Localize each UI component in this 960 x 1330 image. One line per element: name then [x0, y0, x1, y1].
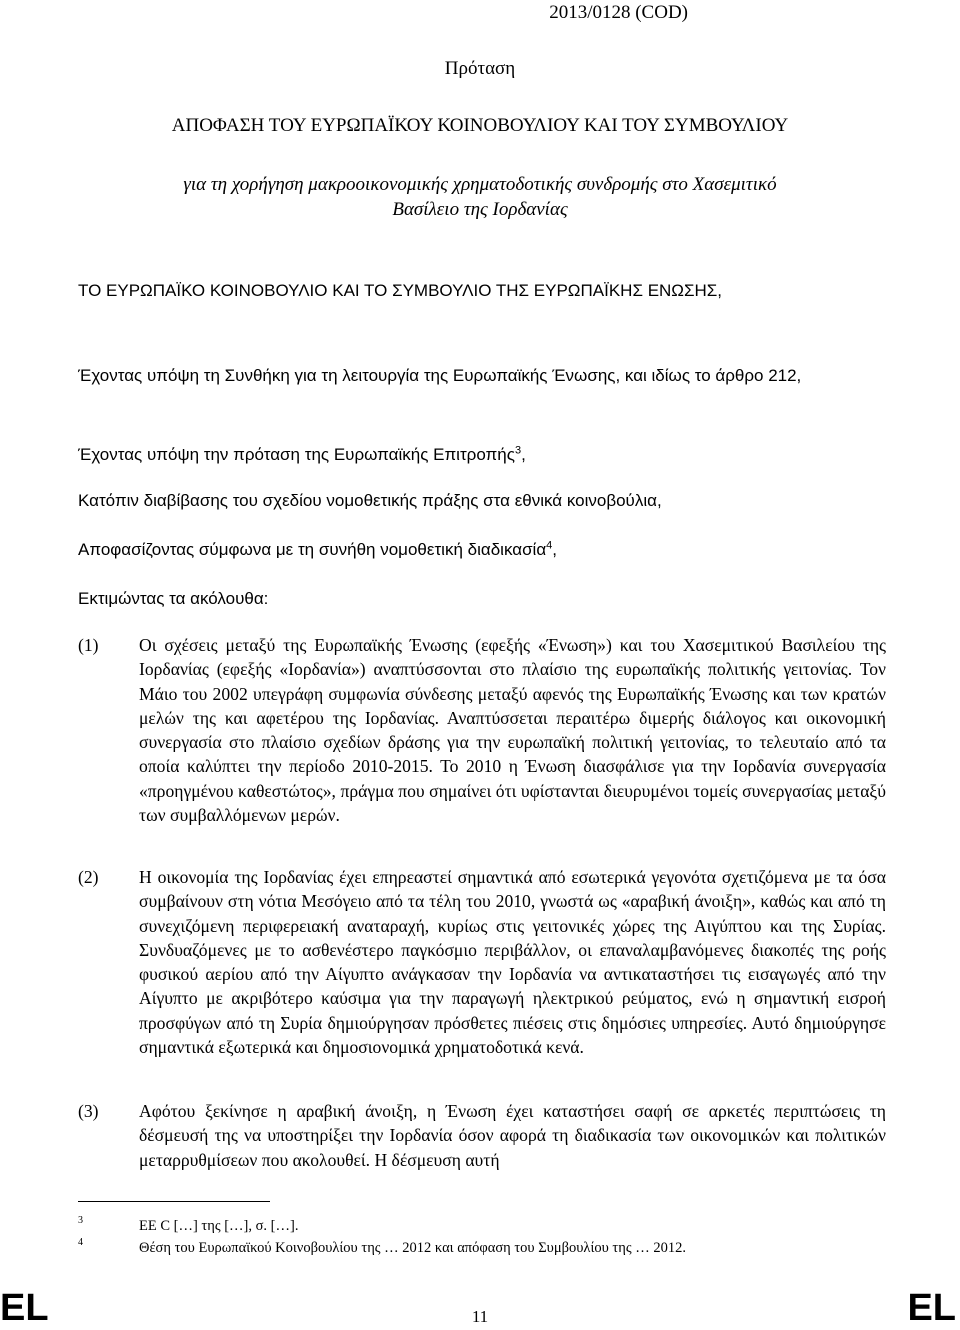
decision-title: ΑΠΟΦΑΣΗ ΤΟΥ ΕΥΡΩΠΑΪΚΟΥ ΚΟΙΝΟΒΟΥΛΙΟΥ ΚΑΙ ΤΟΥ ΣΥΜΒΟΥΛΙΟΥ	[171, 115, 789, 136]
footnote-ref-4[interactable]: 4	[546, 539, 553, 552]
commission-proposal-tail: ,	[521, 445, 526, 464]
recital-2	[78, 865, 886, 1059]
proposal-label: Πρόταση	[444, 58, 516, 79]
footnote-4	[78, 1238, 686, 1258]
recital-text: Η οικονομία της Ιορδανίας έχει επηρεαστεί σημαντικά από εσωτερικά γεγονότα σχετιζόμενα με τα όσα συμβαίνουν στη νότια Μεσόγειο από τα τέλη του 2010, γνωστά ως «αραβική άνοιξη», καθώς και από τη συνεχιζόμενη περιφερειακή αναταραχή, κυρίως στις γειτονικές χώρες της Αιγύπτου και της Συρίας. Συνδυαζόμενες με το ασθενέστερο παγκόσμιο περιβάλλον, οι επαναλαμβανόμενες διακοπές της ροής φυσικού αερίου από την Αίγυπτο ανάγκασαν την Ιορδανία να αντικαταστήσει τις εισαγωγές από την Αίγυπτο με ακριβότερο καύσιμα για την παραγωγή ηλεκτρικού ρεύματος, ενώ η σημαντική εισροή προσφύγων από τη Συρία δημιούργησαν πρόσθετες πιέσεις στις δημόσιες υπηρεσίες. Αυτό δημιούργησε σημαντικά εξωτερικά και δημοσιονομικά χρηματοδοτικά κενά.	[139, 867, 886, 1058]
language-code-right: EL	[907, 1287, 956, 1329]
footnote-ref-3[interactable]: 3	[514, 444, 522, 457]
preamble-authority: ΤΟ ΕΥΡΩΠΑΪΚΟ ΚΟΙΝΟΒΟΥΛΙΟ ΚΑΙ ΤΟ ΣΥΜΒΟΥΛΙΟ ΤΗΣ ΕΥΡΩΠΑΪΚΗΣ ΕΝΩΣΗΣ,	[78, 281, 723, 300]
language-code-left: EL	[0, 1287, 49, 1329]
footnote-number: 3	[78, 1215, 83, 1226]
preamble-treaty: Έχοντας υπόψη τη Συνθήκη για τη λειτουργία της Ευρωπαϊκής Ένωσης, και ιδίως το άρθρο 212,	[78, 366, 802, 385]
footnote-number: 4	[78, 1237, 83, 1248]
recital-1	[78, 633, 886, 827]
commission-proposal-text: Έχοντας υπόψη την πρόταση της Ευρωπαϊκής Επιτροπής	[78, 445, 515, 464]
recital-text: Αφότου ξεκίνησε η αραβική άνοιξη, η Ένωση έχει καταστήσει σαφή σε αρκετές περιπτώσεις τη δέσμευσή της να υποστηρίξει την Ιορδανία όσον αφορά τη διαδικασία των οικονομικών και πολιτικών μεταρρυθμίσεων που ακολουθεί. Η δέσμευση αυτή	[139, 1101, 886, 1170]
procedure-text: Αποφασίζοντας σύμφωνα με τη συνήθη νομοθετική διαδικασία	[78, 540, 547, 559]
recital-number: (2)	[78, 867, 99, 887]
procedure-tail: ,	[552, 540, 558, 559]
recital-3	[78, 1099, 886, 1172]
preamble-national-parliaments: Κατόπιν διαβίβασης του σχεδίου νομοθετικής πράξης στα εθνικά κοινοβούλια,	[78, 491, 662, 510]
preamble-procedure	[78, 538, 557, 562]
footnote-text: ΕΕ C […] της […], σ. […].	[139, 1218, 299, 1234]
recital-number: (3)	[78, 1101, 99, 1121]
recital-number: (1)	[78, 635, 99, 655]
footnote-3	[78, 1216, 298, 1236]
footnote-text: Θέση του Ευρωπαϊκού Κοινοβουλίου της … 2012 και απόφαση του Συμβουλίου της … 2012.	[139, 1240, 686, 1256]
recital-text: Οι σχέσεις μεταξύ της Ευρωπαϊκής Ένωσης (εφεξής «Ένωση») και του Χασεμιτικού Βασιλείου της Ιορδανίας (εφεξής «Ιορδανία») αναπτύσσονται στο πλαίσιο της ευρωπαϊκής πολιτικής γειτονίας. Τον Μάιο του 2002 υπεγράφη συμφωνία σύνδεσης μεταξύ αφενός της Ευρωπαϊκής Ένωσης και των κρατών μελών της και αφετέρου της Ιορδανίας. Αναπτύσσεται περαιτέρω διμερής διάλογος και οικονομική συνεργασία στο πλαίσιο σχεδίων δράσης για την ευρωπαϊκή πολιτική γειτονίας, το τελευταίο από τα οποία καλύπτει την περίοδο 2010-2015. Το 2010 η Ένωση διασφάλισε για την Ιορδανία συνεργασία «προηγμένου καθεστώτος», πράγμα που σημαίνει ότι υφίστανται διευρυμένοι τομείς συνεργασίας μεταξύ των συμβαλλόμενων μερών.	[139, 635, 886, 826]
preamble-whereas: Εκτιμώντας τα ακόλουθα:	[78, 589, 269, 608]
decision-subtitle: για τη χορήγηση μακροοικονομικής χρηματοδοτικής συνδρομής στο Χασεμιτικό Βασίλειο της Ιορδανίας	[183, 174, 777, 220]
document-reference: 2013/0128 (COD)	[549, 2, 688, 23]
page-number: 11	[471, 1307, 489, 1326]
footnote-separator	[78, 1201, 270, 1202]
preamble-commission-proposal	[78, 443, 526, 467]
